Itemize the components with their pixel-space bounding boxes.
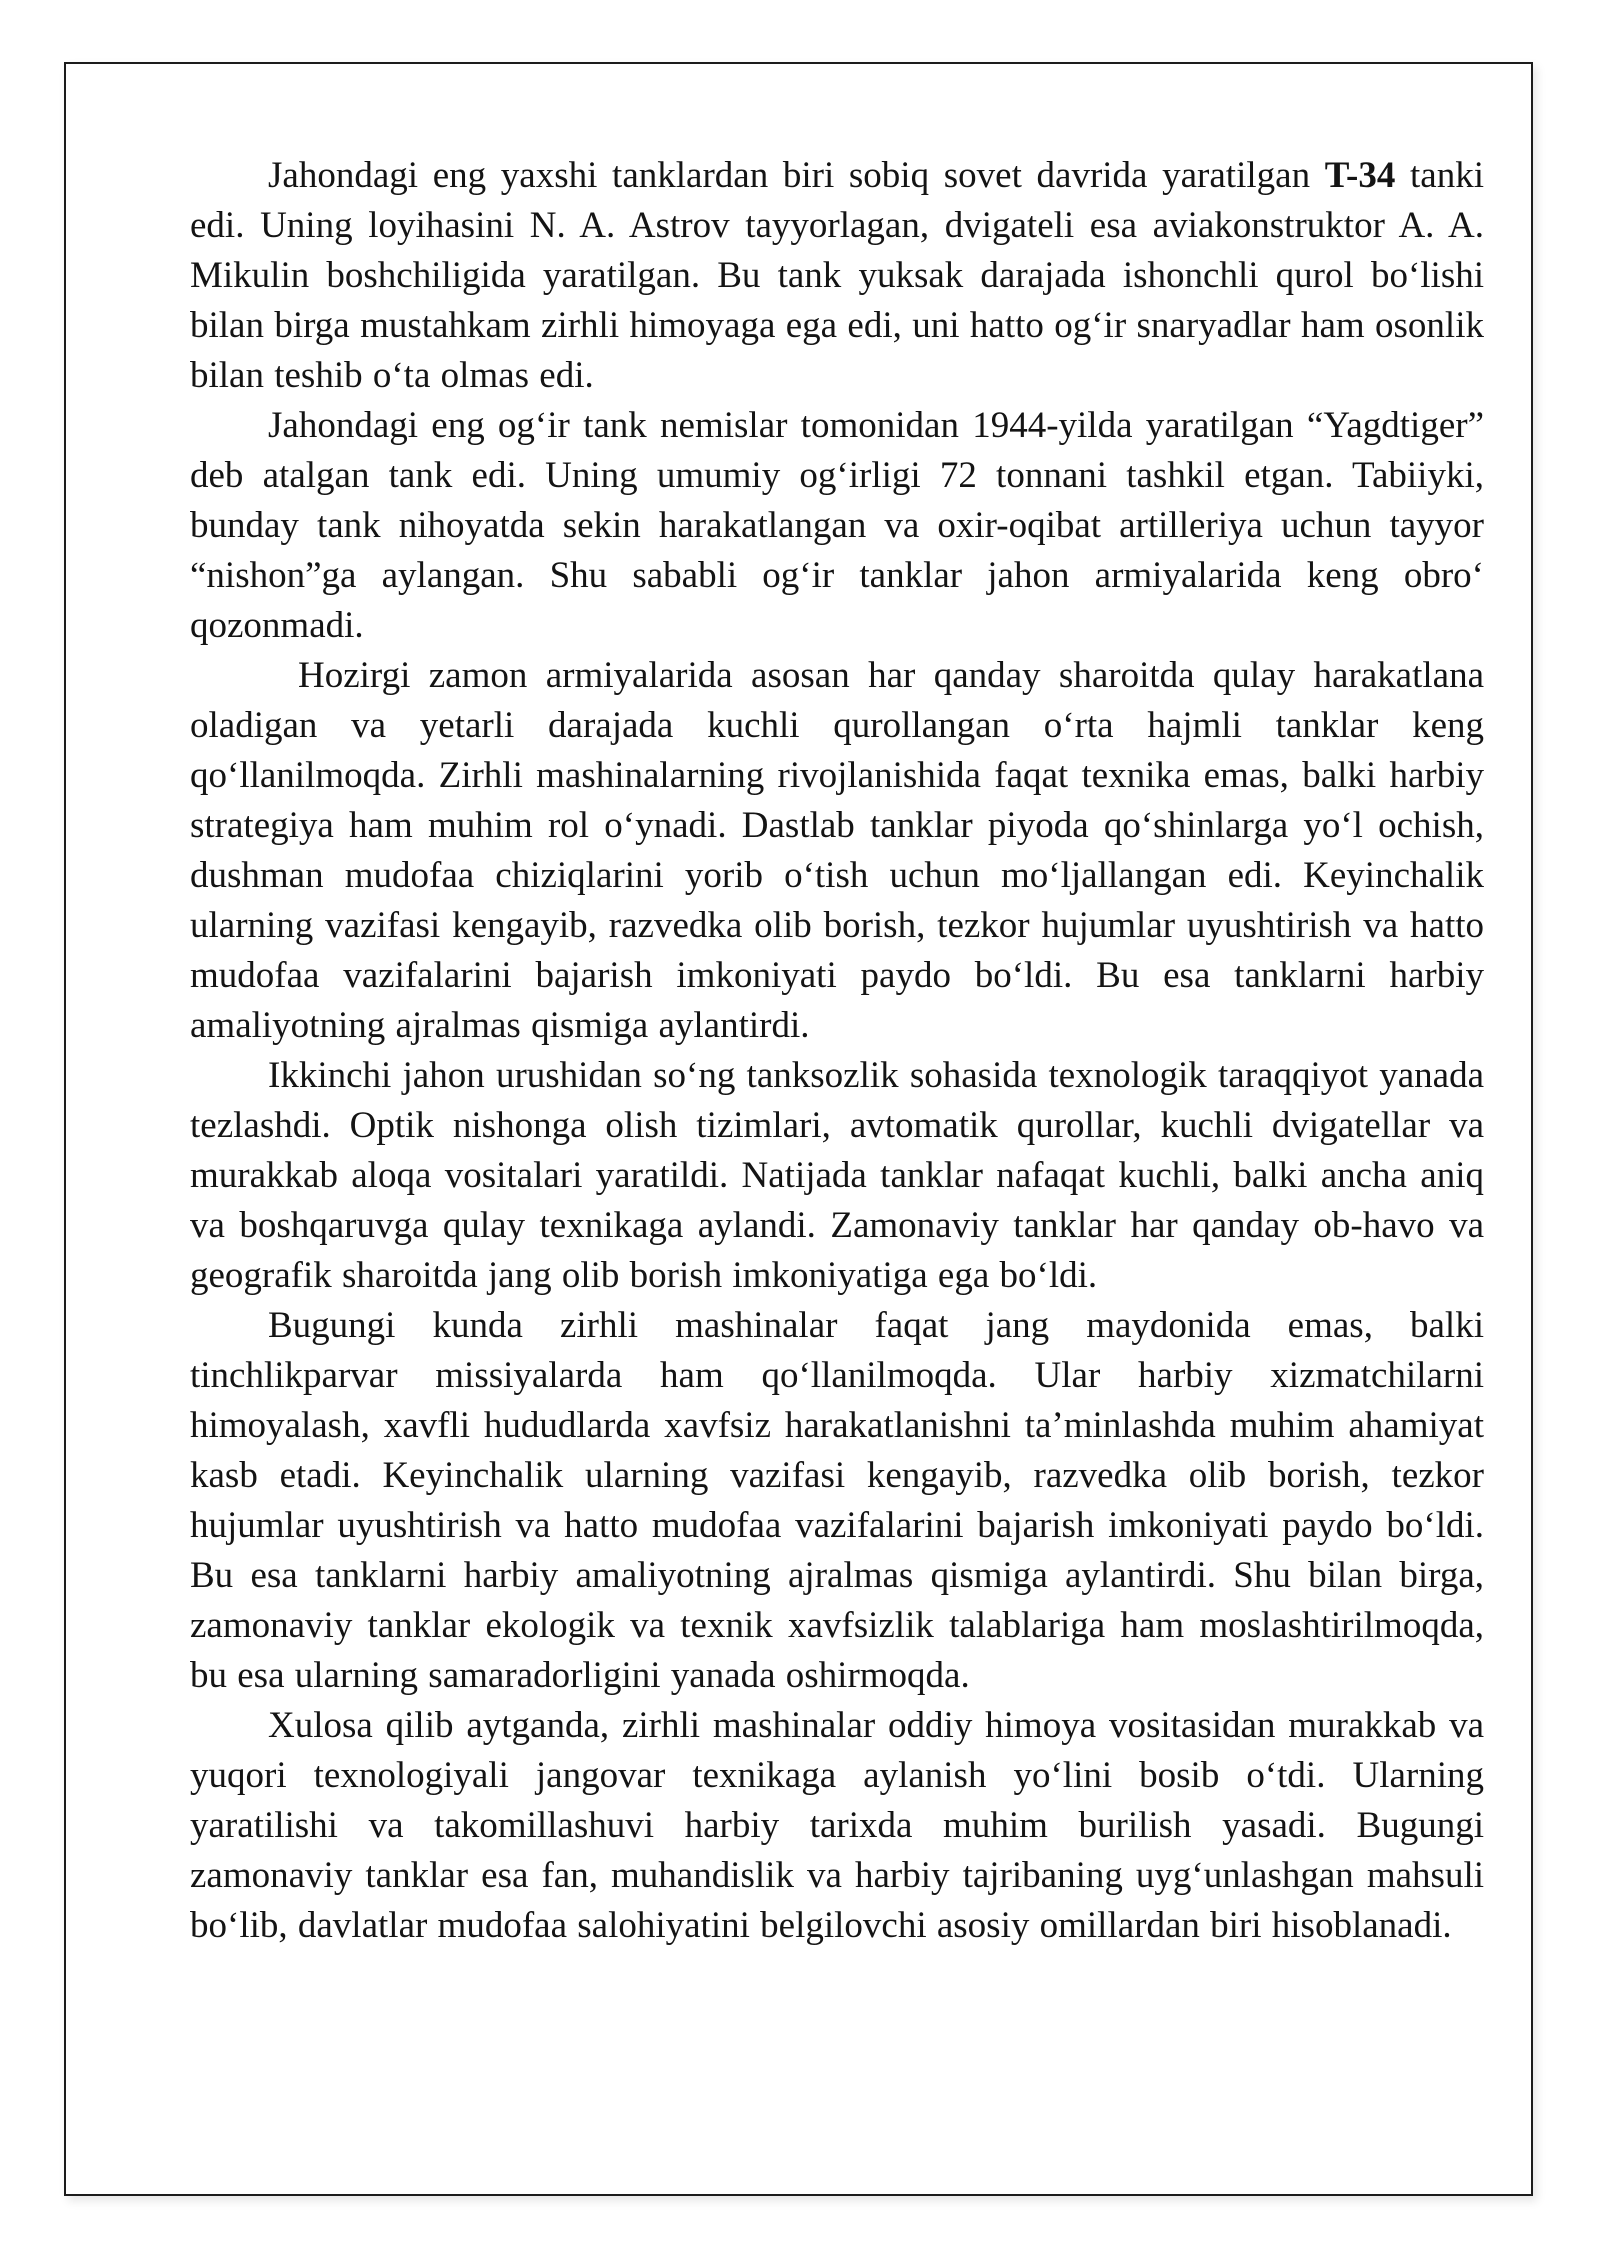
tank-model-bold: T-34 bbox=[1324, 155, 1396, 196]
document-text bbox=[190, 151, 1484, 1951]
paragraph-peacekeeping: Bugungi kunda zirhli mashinalar faqat jang maydonida emas, balki tinchlikparvar missiyalarda ham qo‘llanilmoqda. Ular harbiy xizmatchilarni himoyalash, xavfli hududlarda xavfsiz harakatlanishni ta’minlashda muhim ahamiyat kasb etadi. Keyinchalik ularning vazifasi kengayib, razvedka olib borish, tezkor hujumlar uyushtirish va hatto mudofaa vazifalarini bajarish imkoniyati paydo bo‘ldi. Bu esa tanklarni harbiy amaliyotning ajralmas qismiga aylantirdi. Shu bilan birga, zamonaviy tanklar ekologik va texnik xavfsizlik talablariga ham moslashtirilmoqda, bu esa ularning samaradorligini yanada oshirmoqda. bbox=[190, 1305, 1484, 1696]
paragraph-postwar-tech: Ikkinchi jahon urushidan so‘ng tanksozlik sohasida texnologik taraqqiyot yanada tezlashdi. Optik nishonga olish tizimlari, avtomatik qurollar, kuchli dvigatellar va murakkab aloqa vositalari yaratildi. Natijada tanklar nafaqat kuchli, balki ancha aniq va boshqaruvga qulay texnikaga aylandi. Zamonaviy tanklar har qanday ob-havo va geografik sharoitda jang olib borish imkoniyatiga ega bo‘ldi. bbox=[190, 1055, 1484, 1296]
page-border bbox=[64, 62, 1533, 2196]
paragraph-modern-armies: Hozirgi zamon armiyalarida asosan har qanday sharoitda qulay harakatlana oladigan va yetarli darajada kuchli qurollangan o‘rta hajmli tanklar keng qo‘llanilmoqda. Zirhli mashinalarning rivojlanishida faqat texnika emas, balki harbiy strategiya ham muhim rol o‘ynadi. Dastlab tanklar piyoda qo‘shinlarga yo‘l ochish, dushman mudofaa chiziqlarini yorib o‘tish uchun mo‘ljallangan edi. Keyinchalik ularning vazifasi kengayib, razvedka olib borish, tezkor hujumlar uyushtirish va hatto mudofaa vazifalarini bajarish imkoniyati paydo bo‘ldi. Bu esa tanklarni harbiy amaliyotning ajralmas qismiga aylantirdi. bbox=[190, 655, 1484, 1046]
paragraph-t34-text-cont: tanki edi. Uning loyihasini N. A. Astrov tayyorlagan, dvigateli esa aviakonstruktor A. A. Mikulin boshchiligida yaratilgan. Bu tank yuksak darajada ishonchli qurol bo‘lishi bilan birga mustahkam zirhli himoyaga ega edi, uni hatto og‘ir snaryadlar ham osonlik bilan teshib o‘ta olmas edi. bbox=[190, 155, 1484, 396]
paragraph-yagdtiger: Jahondagi eng og‘ir tank nemislar tomonidan 1944-yilda yaratilgan “Yagdtiger” deb atalgan tank edi. Uning umumiy og‘irligi 72 tonnani tashkil etgan. Tabiiyki, bunday tank nihoyatda sekin harakatlangan va oxir-oqibat artilleriya uchun tayyor “nishon”ga aylangan. Shu sababli og‘ir tanklar jahon armiyalarida keng obro‘ qozonmadi. bbox=[190, 405, 1484, 646]
paragraph-t34-text: Jahondagi eng yaxshi tanklardan biri sobiq sovet davrida yaratilgan bbox=[268, 155, 1325, 196]
paragraph-conclusion: Xulosa qilib aytganda, zirhli mashinalar oddiy himoya vositasidan murakkab va yuqori texnologiyali jangovar texnikaga aylanish yo‘lini bosib o‘tdi. Ularning yaratilishi va takomillashuvi harbiy tarixda muhim burilish yasadi. Bugungi zamonaviy tanklar esa fan, muhandislik va harbiy tajribaning uyg‘unlashgan mahsuli bo‘lib, davlatlar mudofaa salohiyatini belgilovchi asosiy omillardan biri hisoblanadi. bbox=[190, 1705, 1484, 1946]
paragraph-t34 bbox=[190, 151, 1484, 401]
